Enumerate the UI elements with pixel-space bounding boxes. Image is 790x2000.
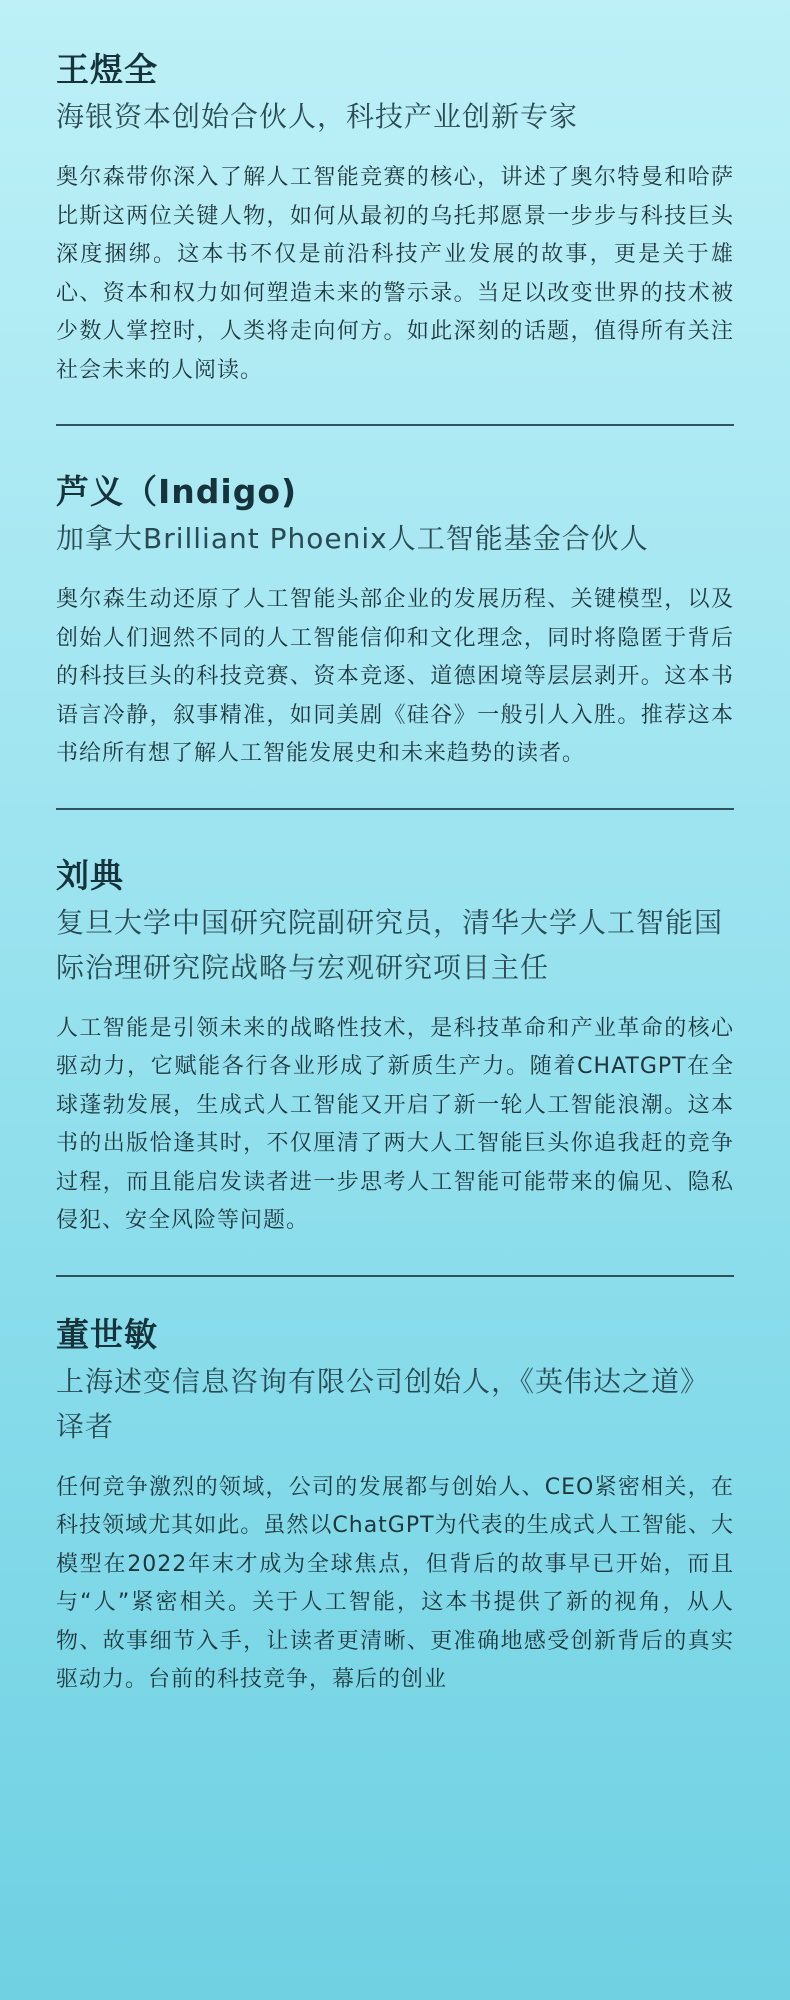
endorsement-entry <box>56 48 734 390</box>
endorser-name: 王煜全 <box>56 50 158 89</box>
endorsement-text: 奥尔森生动还原了人工智能头部企业的发展历程、关键模型，以及创始人们迥然不同的人工智能信仰和文化理念，同时将隐匿于背后的科技巨头的科技竞赛、资本竞逐、道德困境等层层剥开。这本书语言冷静，叙事精准，如同美剧《硅谷》一般引人入胜。推荐这本书给所有想了解人工智能发展史和未来趋势的读者。 <box>56 587 734 766</box>
divider <box>56 424 734 426</box>
endorsement-text: 奥尔森带你深入了解人工智能竞赛的核心，讲述了奥尔特曼和哈萨比斯这两位关键人物，如何从最初的乌托邦愿景一步步与科技巨头深度捆绑。这本书不仅是前沿科技产业发展的故事，更是关于雄心、资本和权力如何塑造未来的警示录。当足以改变世界的技术被少数人掌控时，人类将走向何方。如此深刻的话题，值得所有关注社会未来的人阅读。 <box>56 165 734 383</box>
endorser-name: 刘典 <box>56 855 124 895</box>
endorsement-entry <box>56 854 734 1241</box>
endorsement-text: 任何竞争激烈的领域，公司的发展都与创始人、CEO紧密相关，在科技领域尤其如此。虽然以ChatGPT为代表的生成式人工智能、大模型在2022年末才成为全球焦点，但背后的故事早已开始，而且与“人”紧密相关。关于人工智能，这本书提供了新的视角，从人物、故事细节入手，让读者更清晰、更准确地感受创新背后的真实驱动力。台前的科技竞争，幕后的创业 <box>56 1474 734 1692</box>
endorsement-entry <box>56 470 734 774</box>
endorser-title: 复旦大学中国研究院副研究员，清华大学人工智能国际治理研究院战略与宏观研究项目主任 <box>56 905 724 984</box>
endorser-title: 加拿大Brilliant Phoenix人工智能基金合伙人 <box>56 522 649 555</box>
endorser-name: 董世敏 <box>56 1314 158 1354</box>
endorser-title: 海银资本创始合伙人，科技产业创新专家 <box>56 100 579 133</box>
endorsement-text: 人工智能是引领未来的战略性技术，是科技革命和产业革命的核心驱动力，它赋能各行各业形成了新质生产力。随着CHATGPT在全球蓬勃发展，生成式人工智能又开启了新一轮人工智能浪潮。这本书的出版恰逢其时，不仅厘清了两大人工智能巨头你追我赶的竞争过程，而且能启发读者进一步思考人工智能可能带来的偏见、隐私侵犯、安全风险等问题。 <box>56 1015 734 1233</box>
endorsement-entry <box>56 1313 734 1700</box>
endorser-name: 芦义（Indigo) <box>56 472 298 511</box>
endorser-title: 上海述变信息咨询有限公司创始人，《英伟达之道》译者 <box>56 1364 710 1443</box>
divider <box>56 808 734 810</box>
divider <box>56 1275 734 1277</box>
